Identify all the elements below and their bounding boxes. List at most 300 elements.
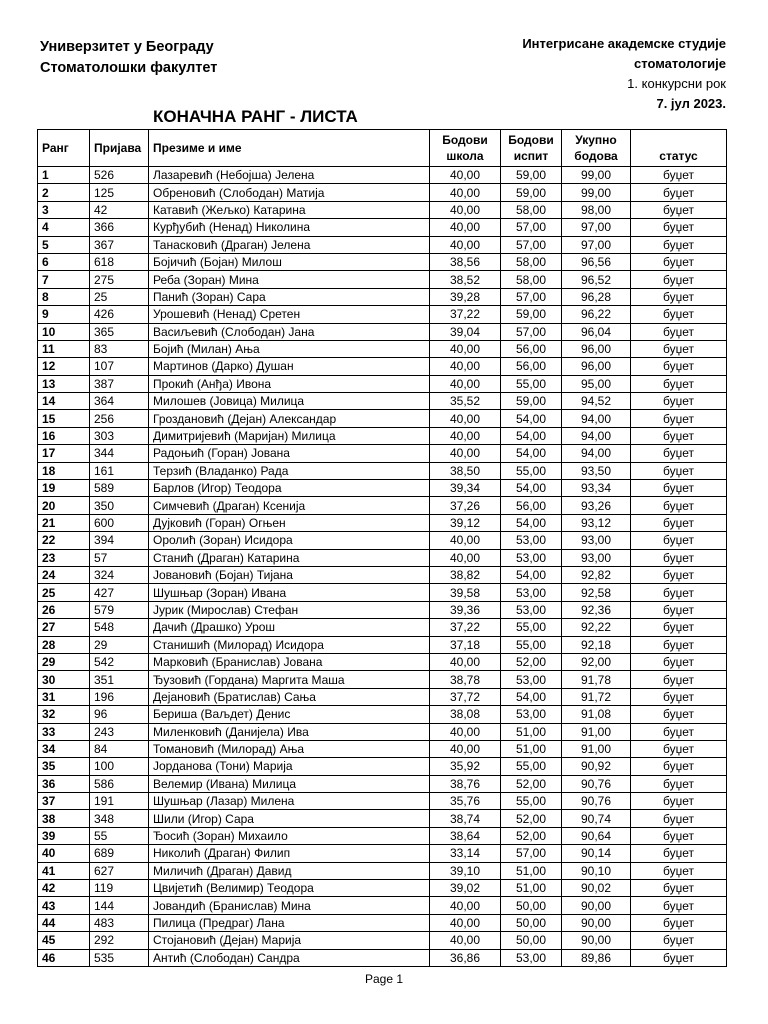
rank-cell: 17 (38, 445, 90, 462)
application-cell: 144 (90, 897, 149, 914)
table-row (38, 375, 727, 392)
application-cell: 351 (90, 671, 149, 688)
institution-block (40, 37, 217, 79)
exam-points-cell: 58,00 (501, 253, 562, 270)
table-row (38, 253, 727, 270)
rank-cell: 28 (38, 636, 90, 653)
table-row (38, 514, 727, 531)
total-points-cell: 90,76 (562, 793, 631, 810)
exam-points-cell: 51,00 (501, 880, 562, 897)
col-header-exam-points: Бодови испит (501, 130, 562, 167)
total-points-cell: 92,58 (562, 584, 631, 601)
total-points-cell: 97,00 (562, 219, 631, 236)
rank-cell: 43 (38, 897, 90, 914)
rank-cell: 4 (38, 219, 90, 236)
application-cell: 535 (90, 949, 149, 966)
total-points-cell: 93,26 (562, 497, 631, 514)
exam-points-cell: 54,00 (501, 514, 562, 531)
school-points-cell: 40,00 (430, 219, 501, 236)
total-points-cell: 91,00 (562, 740, 631, 757)
table-row (38, 653, 727, 670)
table-row (38, 410, 727, 427)
school-points-cell: 40,00 (430, 236, 501, 253)
exam-points-cell: 54,00 (501, 566, 562, 583)
exam-points-cell: 53,00 (501, 671, 562, 688)
application-cell: 196 (90, 688, 149, 705)
status-cell: буџет (631, 914, 727, 931)
status-cell: буџет (631, 410, 727, 427)
rank-cell: 42 (38, 880, 90, 897)
total-points-cell: 97,00 (562, 236, 631, 253)
school-points-cell: 40,00 (430, 427, 501, 444)
school-points-cell: 37,22 (430, 306, 501, 323)
name-cell: Дачић (Драшко) Урош (149, 619, 430, 636)
school-points-cell: 38,64 (430, 827, 501, 844)
school-points-cell: 40,00 (430, 549, 501, 566)
table-row (38, 810, 727, 827)
table-row (38, 601, 727, 618)
table-row (38, 949, 727, 966)
application-cell: 42 (90, 201, 149, 218)
status-cell: буџет (631, 723, 727, 740)
page-footer: Page 1 (364, 972, 404, 986)
exam-points-cell: 57,00 (501, 288, 562, 305)
school-points-cell: 40,00 (430, 914, 501, 931)
total-points-cell: 90,00 (562, 897, 631, 914)
application-cell: 364 (90, 393, 149, 410)
application-cell: 366 (90, 219, 149, 236)
status-cell: буџет (631, 740, 727, 757)
application-cell: 586 (90, 775, 149, 792)
name-cell: Радоњић (Горан) Јована (149, 445, 430, 462)
total-points-cell: 90,92 (562, 758, 631, 775)
total-points-cell: 99,00 (562, 167, 631, 184)
rank-cell: 9 (38, 306, 90, 323)
exam-points-cell: 55,00 (501, 462, 562, 479)
school-points-cell: 37,26 (430, 497, 501, 514)
name-cell: Антић (Слободан) Сандра (149, 949, 430, 966)
application-cell: 344 (90, 445, 149, 462)
school-points-cell: 40,00 (430, 375, 501, 392)
name-cell: Миленковић (Данијела) Ива (149, 723, 430, 740)
name-cell: Јурик (Мирослав) Стефан (149, 601, 430, 618)
name-cell: Томановић (Милорад) Ања (149, 740, 430, 757)
school-points-cell: 39,04 (430, 323, 501, 340)
school-points-cell: 38,08 (430, 706, 501, 723)
faculty-name: Стоматолошки факултет (40, 60, 218, 76)
exam-points-cell: 53,00 (501, 532, 562, 549)
total-points-cell: 92,18 (562, 636, 631, 653)
total-points-cell: 90,02 (562, 880, 631, 897)
exam-points-cell: 53,00 (501, 949, 562, 966)
total-points-cell: 90,00 (562, 932, 631, 949)
application-cell: 84 (90, 740, 149, 757)
rank-cell: 1 (38, 167, 90, 184)
status-cell: буџет (631, 949, 727, 966)
table-row (38, 740, 727, 757)
name-cell: Шили (Игор) Сара (149, 810, 430, 827)
application-cell: 292 (90, 932, 149, 949)
table-row (38, 393, 727, 410)
table-row (38, 688, 727, 705)
rank-cell: 7 (38, 271, 90, 288)
school-points-cell: 40,00 (430, 532, 501, 549)
application-cell: 483 (90, 914, 149, 931)
exam-points-cell: 56,00 (501, 497, 562, 514)
exam-points-cell: 57,00 (501, 236, 562, 253)
table-row (38, 462, 727, 479)
name-cell: Мартинов (Дарко) Душан (149, 358, 430, 375)
total-points-cell: 90,64 (562, 827, 631, 844)
school-points-cell: 40,00 (430, 932, 501, 949)
application-cell: 191 (90, 793, 149, 810)
table-row (38, 845, 727, 862)
name-cell: Димитријевић (Маријан) Милица (149, 427, 430, 444)
status-cell: буџет (631, 619, 727, 636)
name-cell: Шушњар (Зоран) Ивана (149, 584, 430, 601)
total-points-cell: 96,04 (562, 323, 631, 340)
total-points-cell: 94,00 (562, 445, 631, 462)
school-points-cell: 38,50 (430, 462, 501, 479)
application-cell: 387 (90, 375, 149, 392)
status-cell: буџет (631, 793, 727, 810)
total-points-cell: 98,00 (562, 201, 631, 218)
table-row (38, 236, 727, 253)
exam-points-cell: 57,00 (501, 845, 562, 862)
table-row (38, 584, 727, 601)
total-points-cell: 92,36 (562, 601, 631, 618)
rank-cell: 16 (38, 427, 90, 444)
table-header-row (38, 130, 727, 167)
status-cell: буџет (631, 584, 727, 601)
status-cell: буџет (631, 775, 727, 792)
name-cell: Бојић (Милан) Ања (149, 340, 430, 357)
table-row (38, 306, 727, 323)
total-points-cell: 92,00 (562, 653, 631, 670)
application-cell: 350 (90, 497, 149, 514)
application-cell: 348 (90, 810, 149, 827)
application-cell: 367 (90, 236, 149, 253)
application-cell: 55 (90, 827, 149, 844)
table-row (38, 532, 727, 549)
exam-points-cell: 59,00 (501, 184, 562, 201)
status-cell: буџет (631, 601, 727, 618)
total-points-cell: 90,10 (562, 862, 631, 879)
school-points-cell: 40,00 (430, 167, 501, 184)
school-points-cell: 40,00 (430, 184, 501, 201)
school-points-cell: 35,92 (430, 758, 501, 775)
rank-cell: 32 (38, 706, 90, 723)
status-cell: буџет (631, 845, 727, 862)
total-points-cell: 90,74 (562, 810, 631, 827)
page-title: КОНАЧНА РАНГ - ЛИСТА (153, 107, 358, 126)
rank-cell: 44 (38, 914, 90, 931)
total-points-cell: 93,50 (562, 462, 631, 479)
status-cell: буџет (631, 480, 727, 497)
table-row (38, 793, 727, 810)
exam-points-cell: 56,00 (501, 358, 562, 375)
name-cell: Реба (Зоран) Мина (149, 271, 430, 288)
table-row (38, 862, 727, 879)
status-cell: буџет (631, 340, 727, 357)
name-cell: Јорданова (Тони) Марија (149, 758, 430, 775)
application-cell: 600 (90, 514, 149, 531)
application-cell: 548 (90, 619, 149, 636)
total-points-cell: 93,00 (562, 532, 631, 549)
application-cell: 275 (90, 271, 149, 288)
status-cell: буџет (631, 514, 727, 531)
school-points-cell: 40,00 (430, 723, 501, 740)
total-points-cell: 96,00 (562, 358, 631, 375)
school-points-cell: 36,86 (430, 949, 501, 966)
name-cell: Ђосић (Зоран) Михаило (149, 827, 430, 844)
status-cell: буџет (631, 288, 727, 305)
rank-cell: 2 (38, 184, 90, 201)
name-cell: Николић (Драган) Филип (149, 845, 430, 862)
status-cell: буџет (631, 271, 727, 288)
status-cell: буџет (631, 636, 727, 653)
col-header-application: Пријава (90, 130, 149, 167)
school-points-cell: 39,34 (430, 480, 501, 497)
application-cell: 526 (90, 167, 149, 184)
exam-points-cell: 51,00 (501, 723, 562, 740)
total-points-cell: 96,28 (562, 288, 631, 305)
table-row (38, 184, 727, 201)
name-cell: Катавић (Жељко) Катарина (149, 201, 430, 218)
name-cell: Ђузовић (Гордана) Маргита Маша (149, 671, 430, 688)
status-cell: буџет (631, 497, 727, 514)
rank-cell: 14 (38, 393, 90, 410)
school-points-cell: 38,78 (430, 671, 501, 688)
name-cell: Васиљевић (Слободан) Јана (149, 323, 430, 340)
status-cell: буџет (631, 445, 727, 462)
school-points-cell: 39,36 (430, 601, 501, 618)
rank-cell: 41 (38, 862, 90, 879)
exam-points-cell: 55,00 (501, 636, 562, 653)
school-points-cell: 33,14 (430, 845, 501, 862)
total-points-cell: 93,12 (562, 514, 631, 531)
name-cell: Обреновић (Слободан) Матија (149, 184, 430, 201)
exam-points-cell: 55,00 (501, 758, 562, 775)
name-cell: Прокић (Анђа) Ивона (149, 375, 430, 392)
school-points-cell: 40,00 (430, 897, 501, 914)
table-row (38, 619, 727, 636)
rank-cell: 36 (38, 775, 90, 792)
program-line-2: стоматологије (634, 56, 726, 71)
school-points-cell: 37,22 (430, 619, 501, 636)
school-points-cell: 38,82 (430, 566, 501, 583)
application-cell: 119 (90, 880, 149, 897)
school-points-cell: 40,00 (430, 410, 501, 427)
table-row (38, 497, 727, 514)
application-cell: 25 (90, 288, 149, 305)
name-cell: Гроздановић (Дејан) Александар (149, 410, 430, 427)
table-row (38, 636, 727, 653)
rank-cell: 31 (38, 688, 90, 705)
exam-points-cell: 52,00 (501, 653, 562, 670)
name-cell: Стојановић (Дејан) Марија (149, 932, 430, 949)
rank-cell: 11 (38, 340, 90, 357)
rank-cell: 39 (38, 827, 90, 844)
application-cell: 324 (90, 566, 149, 583)
name-cell: Марковић (Бранислав) Јована (149, 653, 430, 670)
total-points-cell: 94,52 (562, 393, 631, 410)
rank-cell: 38 (38, 810, 90, 827)
name-cell: Танасковић (Драган) Јелена (149, 236, 430, 253)
name-cell: Дујковић (Горан) Огњен (149, 514, 430, 531)
status-cell: буџет (631, 671, 727, 688)
application-cell: 394 (90, 532, 149, 549)
name-cell: Курђубић (Ненад) Николина (149, 219, 430, 236)
program-line-1: Интегрисане академске студије (522, 36, 726, 51)
name-cell: Милошев (Јовица) Милица (149, 393, 430, 410)
rank-cell: 37 (38, 793, 90, 810)
total-points-cell: 93,00 (562, 549, 631, 566)
status-cell: буџет (631, 897, 727, 914)
status-cell: буџет (631, 653, 727, 670)
status-cell: буџет (631, 184, 727, 201)
status-cell: буџет (631, 462, 727, 479)
total-points-cell: 94,00 (562, 410, 631, 427)
status-cell: буџет (631, 219, 727, 236)
status-cell: буџет (631, 688, 727, 705)
status-cell: буџет (631, 532, 727, 549)
exam-points-cell: 57,00 (501, 323, 562, 340)
exam-points-cell: 53,00 (501, 549, 562, 566)
ranking-table (37, 129, 727, 967)
name-cell: Урошевић (Ненад) Сретен (149, 306, 430, 323)
name-cell: Бериша (Ваљдет) Денис (149, 706, 430, 723)
rank-cell: 5 (38, 236, 90, 253)
application-cell: 125 (90, 184, 149, 201)
school-points-cell: 40,00 (430, 740, 501, 757)
rank-cell: 15 (38, 410, 90, 427)
school-points-cell: 37,72 (430, 688, 501, 705)
exam-points-cell: 50,00 (501, 914, 562, 931)
exam-points-cell: 52,00 (501, 827, 562, 844)
school-points-cell: 38,52 (430, 271, 501, 288)
col-header-name: Презиме и име (149, 130, 430, 167)
rank-cell: 34 (38, 740, 90, 757)
col-header-total-points: Укупно бодова (562, 130, 631, 167)
rank-cell: 25 (38, 584, 90, 601)
school-points-cell: 40,00 (430, 201, 501, 218)
school-points-cell: 40,00 (430, 653, 501, 670)
table-row (38, 340, 727, 357)
exam-points-cell: 54,00 (501, 410, 562, 427)
rank-cell: 23 (38, 549, 90, 566)
rank-cell: 30 (38, 671, 90, 688)
total-points-cell: 94,00 (562, 427, 631, 444)
total-points-cell: 91,72 (562, 688, 631, 705)
name-cell: Барлов (Игор) Теодора (149, 480, 430, 497)
table-row (38, 427, 727, 444)
name-cell: Пилица (Предраг) Лана (149, 914, 430, 931)
application-cell: 57 (90, 549, 149, 566)
application-cell: 83 (90, 340, 149, 357)
total-points-cell: 96,52 (562, 271, 631, 288)
name-cell: Станишић (Милорад) Исидора (149, 636, 430, 653)
table-row (38, 566, 727, 583)
status-cell: буџет (631, 810, 727, 827)
university-name: Универзитет у Београду (40, 39, 214, 55)
status-cell: буџет (631, 323, 727, 340)
status-cell: буџет (631, 827, 727, 844)
application-cell: 618 (90, 253, 149, 270)
status-cell: буџет (631, 549, 727, 566)
rank-cell: 29 (38, 653, 90, 670)
application-cell: 29 (90, 636, 149, 653)
name-cell: Симчевић (Драган) Ксенија (149, 497, 430, 514)
rank-cell: 13 (38, 375, 90, 392)
total-points-cell: 91,78 (562, 671, 631, 688)
table-row (38, 880, 727, 897)
table-row (38, 480, 727, 497)
total-points-cell: 89,86 (562, 949, 631, 966)
col-header-school-points: Бодови школа (430, 130, 501, 167)
application-cell: 303 (90, 427, 149, 444)
status-cell: буџет (631, 358, 727, 375)
name-cell: Панић (Зоран) Сара (149, 288, 430, 305)
application-cell: 161 (90, 462, 149, 479)
total-points-cell: 96,22 (562, 306, 631, 323)
school-points-cell: 39,02 (430, 880, 501, 897)
name-cell: Бојичић (Бојан) Милош (149, 253, 430, 270)
table-row (38, 914, 727, 931)
exam-points-cell: 54,00 (501, 688, 562, 705)
exam-points-cell: 57,00 (501, 219, 562, 236)
rank-cell: 22 (38, 532, 90, 549)
application-cell: 542 (90, 653, 149, 670)
status-cell: буџет (631, 201, 727, 218)
school-points-cell: 40,00 (430, 358, 501, 375)
rank-cell: 45 (38, 932, 90, 949)
exam-points-cell: 55,00 (501, 375, 562, 392)
rank-cell: 18 (38, 462, 90, 479)
name-cell: Терзић (Владанко) Рада (149, 462, 430, 479)
application-cell: 589 (90, 480, 149, 497)
name-cell: Оролић (Зоран) Исидора (149, 532, 430, 549)
total-points-cell: 93,34 (562, 480, 631, 497)
school-points-cell: 35,52 (430, 393, 501, 410)
table-row (38, 271, 727, 288)
rank-cell: 26 (38, 601, 90, 618)
exam-points-cell: 53,00 (501, 706, 562, 723)
rank-cell: 6 (38, 253, 90, 270)
table-row (38, 288, 727, 305)
exam-points-cell: 52,00 (501, 810, 562, 827)
application-cell: 243 (90, 723, 149, 740)
exam-points-cell: 53,00 (501, 601, 562, 618)
total-points-cell: 91,00 (562, 723, 631, 740)
col-header-rank: Ранг (38, 130, 90, 167)
table-row (38, 167, 727, 184)
name-cell: Јовановић (Бојан) Тијана (149, 566, 430, 583)
total-points-cell: 90,76 (562, 775, 631, 792)
name-cell: Јовандић (Бранислав) Мина (149, 897, 430, 914)
exam-points-cell: 58,00 (501, 271, 562, 288)
table-row (38, 897, 727, 914)
total-points-cell: 91,08 (562, 706, 631, 723)
status-cell: буџет (631, 253, 727, 270)
status-cell: буџет (631, 758, 727, 775)
school-points-cell: 40,00 (430, 445, 501, 462)
exam-points-cell: 54,00 (501, 445, 562, 462)
exam-points-cell: 56,00 (501, 340, 562, 357)
school-points-cell: 38,56 (430, 253, 501, 270)
school-points-cell: 39,10 (430, 862, 501, 879)
name-cell: Цвијетић (Велимир) Теодора (149, 880, 430, 897)
